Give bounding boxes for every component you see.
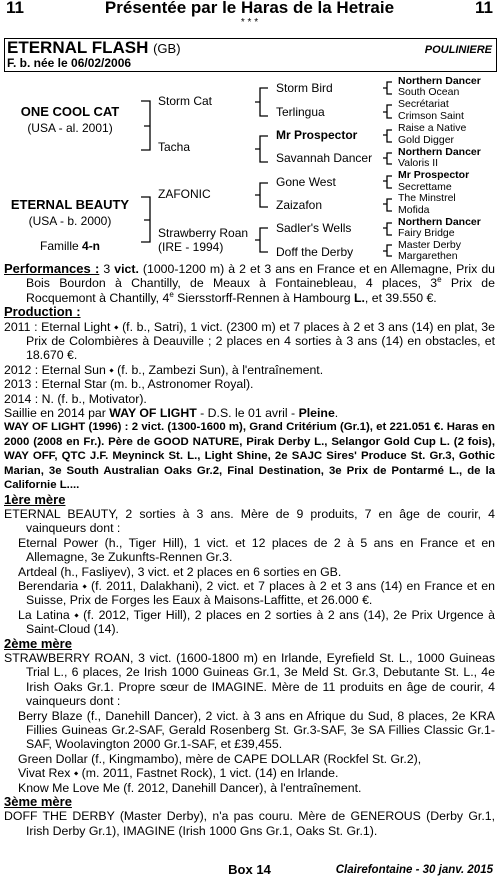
production-heading: Production : (4, 304, 81, 320)
mere2-heading: 2ème mère (4, 635, 72, 651)
pedigree-g3: Zaizafon (276, 198, 323, 212)
mere1-item: Artdeal (h., Fasliyev), 3 vict. et 2 places en 6 sorties en GB. (18, 564, 342, 579)
page-header (0, 0, 499, 28)
mere1-item: La Latina ⬩ (f. 2012, Tiger Hill), 2 places en 2 sorties à 2 ans (14), 2e Prix Urgence à Saint-Cloud (14). (18, 607, 495, 637)
horse-name-box (4, 38, 497, 72)
pedigree-g4: Margarethen (398, 250, 458, 262)
pedigree-g2: ZAFONIC (158, 187, 211, 201)
mere1-item: Berendaria ⬩ (f. 2011, Dalakhani), 2 vict. et 7 places à 2 et 3 ans (14) en France et en Suisse, Prix de Forges les Eaux à Maisons-Laffitte, et 26.000 €. (18, 578, 495, 608)
page-title: Présentée par le Haras de la Hetraie (104, 0, 395, 17)
production-line: 2013 : Eternal Star (m. b., Astronomer Royal). (4, 377, 254, 392)
mere2-item: Know Me Love Me (f. 2012, Danehill Dancer), à l'entraînement. (18, 780, 362, 795)
mere3-intro: DOFF THE DERBY (Master Derby), n'a pas couru. Mère de GENEROUS (Derby Gr.1, Irish Derby Gr.1), IMAGINE (Irish 1000 Gns Gr.1, Oaks St. Gr.1). (4, 809, 495, 838)
pedigree-g4: Mofida (398, 204, 430, 216)
pedigree-g4: Crimson Saint (398, 110, 464, 122)
horse-name: ETERNAL FLASH (GB) (7, 38, 181, 57)
horse-role: POULINIERE (424, 44, 492, 56)
production-line: 2012 : Eternal Sun ⬩ (f. b., Zambezi Sun), à l'entraînement. (4, 362, 324, 377)
mere2-item: Green Dollar (f., Kingmambo), mère de CAPE DOLLAR (Rockfel St. Gr.2), (18, 751, 422, 766)
pedigree-g4: Secrettame (398, 181, 452, 193)
pedigree-g4: Northern Dancer (398, 146, 481, 158)
pedigree-g4: Master Derby (398, 239, 462, 251)
pedigree-family: Famille 4-n (40, 239, 101, 253)
mere3-heading: 3ème mère (4, 794, 72, 810)
pedigree-dam: ETERNAL BEAUTY (10, 197, 130, 212)
horse-birth: F. b. née le 06/02/2006 (7, 56, 132, 70)
production-line: 2014 : N. (f. b., Motivator). (4, 391, 147, 406)
pedigree-g2: Tacha (158, 140, 191, 154)
header-stars: * * * (240, 17, 259, 28)
pedigree-g3: Gone West (276, 175, 336, 189)
pedigree-sire: ONE COOL CAT (20, 104, 120, 119)
footer-sale: Clairefontaine - 30 janv. 2015 (335, 864, 493, 876)
mere2-intro: STRAWBERRY ROAN, 3 vict. (1600-1800 m) en Irlande, Eyrefield St. L., 1000 Guineas Trial L., 6 places, 2e Irish 1000 Guineas Gr.1, 3e Meld St. Gr.3, Debutante St. L., 4e Irish Oaks Gr.1. Propre sœur de IMAGINE. Mère de 11 produits en âge de courir, 4 vainqueurs dont : (4, 650, 495, 709)
page-number-left: 11 (6, 0, 24, 17)
pedigree-g2: Storm Cat (158, 94, 213, 108)
saillie-line: Saillie en 2014 par WAY OF LIGHT - D.S. le 01 avril - Pleine. (4, 406, 339, 421)
performances-paragraph: Performances : 3 vict. (1000-1200 m) à 2 et 3 ans en France et en Allemagne, Prix du Bois Bourdon à Chantilly, de Meaux à Fontainebleau, 4 places, 3e Prix de Rocquemont à Chantilly, 4e Siersstorff-Rennen à Hambourg L., et 39.550 €. (4, 261, 495, 305)
pedigree-g3: Storm Bird (276, 81, 333, 95)
production-line: 2011 : Eternal Light ⬩ (f. b., Satri), 1 vict. (2300 m) et 7 places à 2 et 3 ans (14) en plat, 3e Prix de Colombières à Deauville ; 2 places en 4 sorties à 3 ans (14) en obstacles, et 18.670 €. (4, 319, 495, 363)
pedigree-g4: Mr Prospector (398, 169, 470, 181)
pedigree-g4: Northern Dancer (398, 75, 481, 87)
mere1-item: Eternal Power (h., Tiger Hill), 1 vict. et 12 places de 2 à 5 ans en France et en Allemagne, 3e Zukunfts-Rennen Gr.3. (18, 535, 495, 565)
pedigree-g4: Gold Digger (398, 134, 455, 146)
pedigree-g3: Savannah Dancer (276, 151, 373, 165)
pedigree-table (0, 72, 499, 262)
pedigree-g3: Sadler's Wells (276, 221, 352, 235)
pedigree-g4: Raise a Native (398, 122, 467, 134)
pedigree-g3: Mr Prospector (276, 128, 358, 142)
pedigree-g4: Fairy Bridge (398, 227, 455, 239)
stallion-note: WAY OF LIGHT (1996) : 2 vict. (1300-1600 m), Grand Critérium (Gr.1), et 221.051 €. Haras en 2000 (2008 en Fr.). Père de GOOD NATURE, Pirak Derby L., Selangor Gold Cup L. (2 fois), WAY OFF, QTC J.F. Meyninck St. L., Light Shine, 2e SAJC Sires' Produce St. Gr.3, Gothic Marian, 3e South Australian Oaks Gr.2, Final Destination, 3e Prix de Pontarmé L., de la Californie L.... (4, 421, 495, 492)
page-footer (0, 863, 499, 879)
pedigree-dam-info: (USA - b. 2000) (28, 214, 112, 228)
mere1-intro: ETERNAL BEAUTY, 2 sorties à 3 ans. Mère de 9 produits, 7 en âge de courir, 4 vainqueurs dont : (4, 506, 495, 536)
pedigree-g3: Terlingua (276, 105, 325, 119)
page-number-right: 11 (475, 0, 493, 17)
pedigree-g4: South Ocean (398, 86, 460, 98)
pedigree-g3: Doff the Derby (276, 245, 354, 259)
mere1-heading: 1ère mère (4, 491, 66, 507)
pedigree-g4: Northern Dancer (398, 216, 481, 228)
pedigree-g4: Valoris II (398, 157, 439, 169)
mere2-item: Berry Blaze (f., Danehill Dancer), 2 vict. à 3 ans en Afrique du Sud, 8 places, 2e KRA Fillies Guineas Gr.2-SAF, Gerald Rosenberg St. Gr.3-SAF, 3e SA Fillies Classic Gr.1-SAF, Woolavington 2000 Gr.1-SAF, et £39,455. (18, 708, 495, 752)
pedigree-g4: The Minstrel (398, 192, 456, 204)
body-text (4, 262, 495, 838)
pedigree-g2: Strawberry Roan (158, 226, 249, 240)
pedigree-sire-info: (USA - al. 2001) (27, 121, 113, 135)
pedigree-g2-info: (IRE - 1994) (158, 240, 224, 254)
pedigree-g4: Secrétariat (398, 98, 449, 110)
footer-box: Box 14 (228, 862, 271, 877)
mere2-item: Vivat Rex ⬩ (m. 2011, Fastnet Rock), 1 vict. (14) en Irlande. (18, 766, 339, 781)
